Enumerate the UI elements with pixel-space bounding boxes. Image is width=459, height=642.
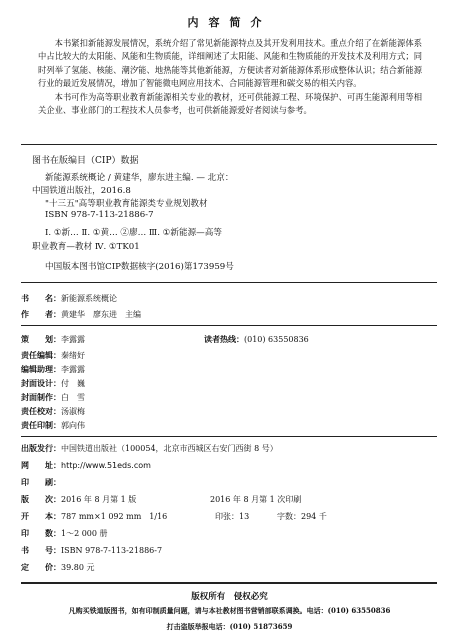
- words-label: 字数：: [277, 512, 301, 521]
- cip-line-4: ISBN 978-7-113-21886-7: [45, 210, 154, 220]
- cip-line-5: Ⅰ. ①新… Ⅱ. ①黄… ②廖… Ⅲ. ①新能源—高等: [45, 228, 222, 238]
- cip-line-1: 新能源系统概论 / 黄建华，廖东进主编. — 北京：: [45, 173, 234, 183]
- printing-value: 2016 年 8 月第 1 次印刷: [210, 495, 302, 504]
- isbn-label: 书 号：: [21, 545, 61, 555]
- isbn-row: [21, 545, 162, 556]
- isbn-value: ISBN 978-7-113-21886-7: [61, 546, 163, 555]
- cip-line-2: 中国铁道出版社，2016.8: [32, 186, 131, 196]
- price-value: 39.80 元: [61, 563, 95, 572]
- print-supervisor-value: 郭向伟: [61, 421, 85, 430]
- proofreader-label: 责任校对：: [21, 406, 61, 416]
- printer-label: 印 刷：: [21, 477, 61, 487]
- editor-value: 秦绪好: [61, 351, 85, 360]
- words-value: 294 千: [301, 512, 327, 521]
- website-value: http://www.51eds.com: [61, 461, 151, 470]
- copies-label: 印 数：: [21, 528, 61, 538]
- divider-book: [21, 325, 437, 326]
- book-name-row: [21, 293, 117, 304]
- assistant-value: 李露露: [61, 365, 85, 374]
- copies-value: 1～2 000 册: [61, 529, 108, 538]
- planner-label: 策 划：: [21, 334, 61, 344]
- author-value: 黄建华 廖东进 主编: [61, 310, 141, 319]
- assistant-label: 编辑助理：: [21, 364, 61, 374]
- editor-label: 责任编辑：: [21, 350, 61, 360]
- author-row: [21, 309, 141, 320]
- format-value: 787 mm×1 092 mm 1/16: [61, 512, 168, 521]
- cover-production-value: 白 雪: [61, 393, 85, 402]
- edition-label: 版 次：: [21, 494, 61, 504]
- divider-editorial: [21, 436, 437, 437]
- edition-value: 2016 年 8 月第 1 版: [61, 495, 137, 504]
- format-label: 开 本：: [21, 511, 61, 521]
- planner-value: 李露露: [61, 335, 85, 344]
- publisher-label: 出版发行：: [21, 443, 61, 453]
- cip-record: 中国版本图书馆CIP数据核字(2016)第173959号: [45, 262, 234, 272]
- book-name-label: 书 名：: [21, 293, 61, 303]
- sheets-label: 印张：: [215, 512, 239, 521]
- intro-text: [38, 37, 422, 117]
- divider-footer: [21, 582, 437, 584]
- publisher-value: 中国铁道出版社（100054，北京市西城区右安门西街 8 号）: [61, 444, 278, 453]
- publisher-row: [21, 443, 278, 454]
- sheets-value: 13: [239, 512, 250, 521]
- rights-notice: 版权所有 侵权必究: [191, 592, 268, 602]
- price-label: 定 价：: [21, 562, 61, 572]
- intro-paragraph-1: 本书紧扣新能源发展情况，系统介绍了常见新能源特点及其开发利用技术。重点介绍了在新能源体系中占比较大的太阳能、风能和生物质能，详细阐述了太阳能、风能和生物质能的开发技术及利用方式；同时列举了氢能、核能、潮汐能、地热能等其他新能源，方便读者对新能源体系形成整体认识；结合新能源行业的最近发展情况，增加了智能微电网应用技术、合同能源管理和碳交易的相关内容。: [38, 38, 422, 89]
- printer-row: [21, 477, 61, 488]
- divider-cip: [21, 282, 437, 283]
- print-supervisor-row: [21, 420, 85, 431]
- cover-production-row: [21, 392, 85, 403]
- cover-design-label: 封面设计：: [21, 378, 61, 388]
- proofreader-value: 汤淑梅: [61, 407, 85, 416]
- price-row: [21, 562, 94, 573]
- quality-notice: 凡购买铁道版图书，如有印制质量问题，请与本社教材图书营销部联系调换。电话：(010) 63550836: [68, 606, 391, 615]
- cover-production-label: 封面制作：: [21, 392, 61, 402]
- edition-row: [21, 494, 136, 505]
- piracy-report: 打击盗版举报电话：(010) 51873659: [166, 622, 293, 631]
- website-row: [21, 460, 151, 471]
- proofreader-row: [21, 406, 85, 417]
- cip-heading: 图书在版编目（CIP）数据: [32, 156, 139, 166]
- cip-line-6: 职业教育—教材 Ⅳ. ①TK01: [32, 242, 140, 252]
- hotline-row: [204, 334, 309, 345]
- cover-design-row: [21, 378, 85, 389]
- editor-row: [21, 350, 85, 361]
- intro-paragraph-2: 本书可作为高等职业教育新能源相关专业的教材，还可供能源工程、环境保护、可再生能源利用等相关企业、事业部门的工程技术人员参考，也可供新能源爱好者阅读与参考。: [38, 91, 422, 116]
- format-row: [21, 511, 167, 522]
- page-title: 内容简介: [187, 16, 272, 29]
- words-row: [277, 511, 327, 522]
- website-label: 网 址：: [21, 460, 61, 470]
- print-supervisor-label: 责任印制：: [21, 420, 61, 430]
- assistant-row: [21, 364, 85, 375]
- cover-design-value: 付 巍: [61, 379, 85, 388]
- divider-intro: [21, 144, 437, 145]
- planner-row: [21, 334, 85, 345]
- hotline-label: 读者热线：: [204, 334, 244, 344]
- copies-row: [21, 528, 108, 539]
- sheets-row: [215, 511, 249, 522]
- cip-line-3: "十三五"高等职业教育能源类专业规划教材: [45, 199, 208, 209]
- book-name-value: 新能源系统概论: [61, 294, 117, 303]
- hotline-value: (010) 63550836: [244, 335, 309, 344]
- author-label: 作 者：: [21, 309, 61, 319]
